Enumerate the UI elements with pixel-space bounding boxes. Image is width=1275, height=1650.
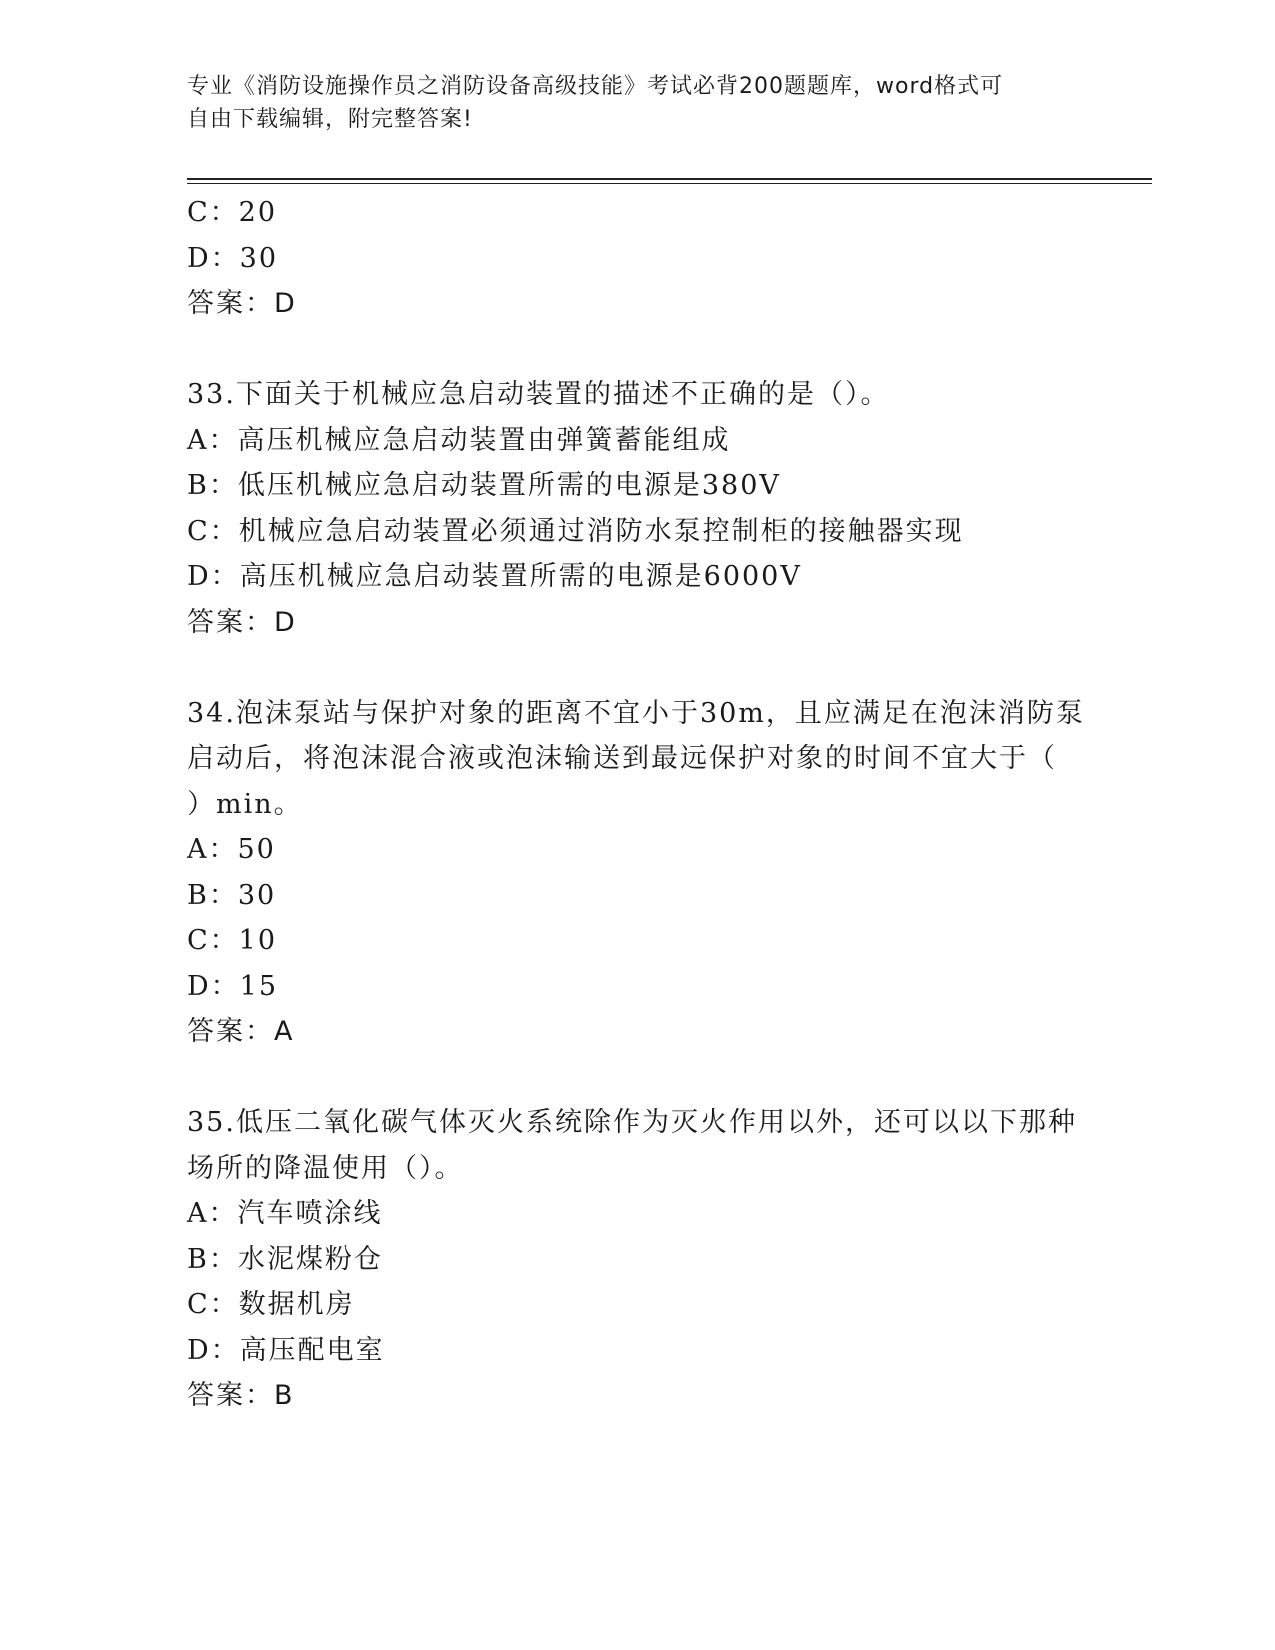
option-c: C：10 xyxy=(187,925,278,956)
option-a: A：高压机械应急启动装置由弹簧蓄能组成 xyxy=(187,424,731,456)
question-stem-line-3: ）min。 xyxy=(187,788,303,820)
question-block-34 xyxy=(187,691,1117,1055)
spacer xyxy=(187,1055,1117,1101)
header-line-2: 自由下载编辑，附完整答案! xyxy=(187,107,473,132)
spacer xyxy=(187,327,1117,373)
question-block-35 xyxy=(187,1100,1117,1419)
question-stem-line-2: 启动后，将泡沫混合液或泡沫输送到最远保护对象的时间不宜大于（ xyxy=(187,743,1057,774)
question-stem-line-2: 场所的降温使用（）。 xyxy=(187,1152,464,1184)
option-d: D：高压机械应急启动装置所需的电源是6000V xyxy=(187,561,802,592)
answer-line: 答案：A xyxy=(187,1016,295,1047)
question-block-prev xyxy=(187,190,1117,327)
header-rule-thin xyxy=(187,183,1152,184)
question-stem: 33.下面关于机械应急启动装置的描述不正确的是（）。 xyxy=(187,379,890,410)
option-a: A：汽车喷涂线 xyxy=(187,1198,383,1229)
document-header xyxy=(187,70,1067,136)
header-line-1: 专业《消防设施操作员之消防设备高级技能》考试必背200题题库，word格式可 xyxy=(187,74,1004,99)
option-c: C：数据机房 xyxy=(187,1289,355,1320)
question-block-33 xyxy=(187,372,1117,645)
answer-line: 答案：D xyxy=(187,288,297,319)
option-d: D：15 xyxy=(187,970,279,1002)
option-b: B：30 xyxy=(187,879,277,911)
option-b: B：低压机械应急启动装置所需的电源是380V xyxy=(187,470,781,501)
header-rule-thick xyxy=(187,178,1152,180)
answer-line: 答案：D xyxy=(187,606,297,638)
question-list xyxy=(187,190,1117,1419)
answer-line: 答案：B xyxy=(187,1380,295,1411)
question-stem-line-1: 34.泡沫泵站与保护对象的距离不宜小于30m，且应满足在泡沫消防泵 xyxy=(187,697,1085,729)
option-c: C：机械应急启动装置必须通过消防水泵控制柜的接触器实现 xyxy=(187,515,964,547)
option-b: B：水泥煤粉仓 xyxy=(187,1243,383,1275)
option-d: D：30 xyxy=(187,242,279,274)
question-stem-line-1: 35.低压二氧化碳气体灭火系统除作为灭火作用以外，还可以以下那种 xyxy=(187,1107,1077,1138)
option-a: A：50 xyxy=(187,834,276,865)
spacer xyxy=(187,645,1117,691)
option-d: D：高压配电室 xyxy=(187,1334,385,1366)
option-c: C：20 xyxy=(187,197,278,228)
